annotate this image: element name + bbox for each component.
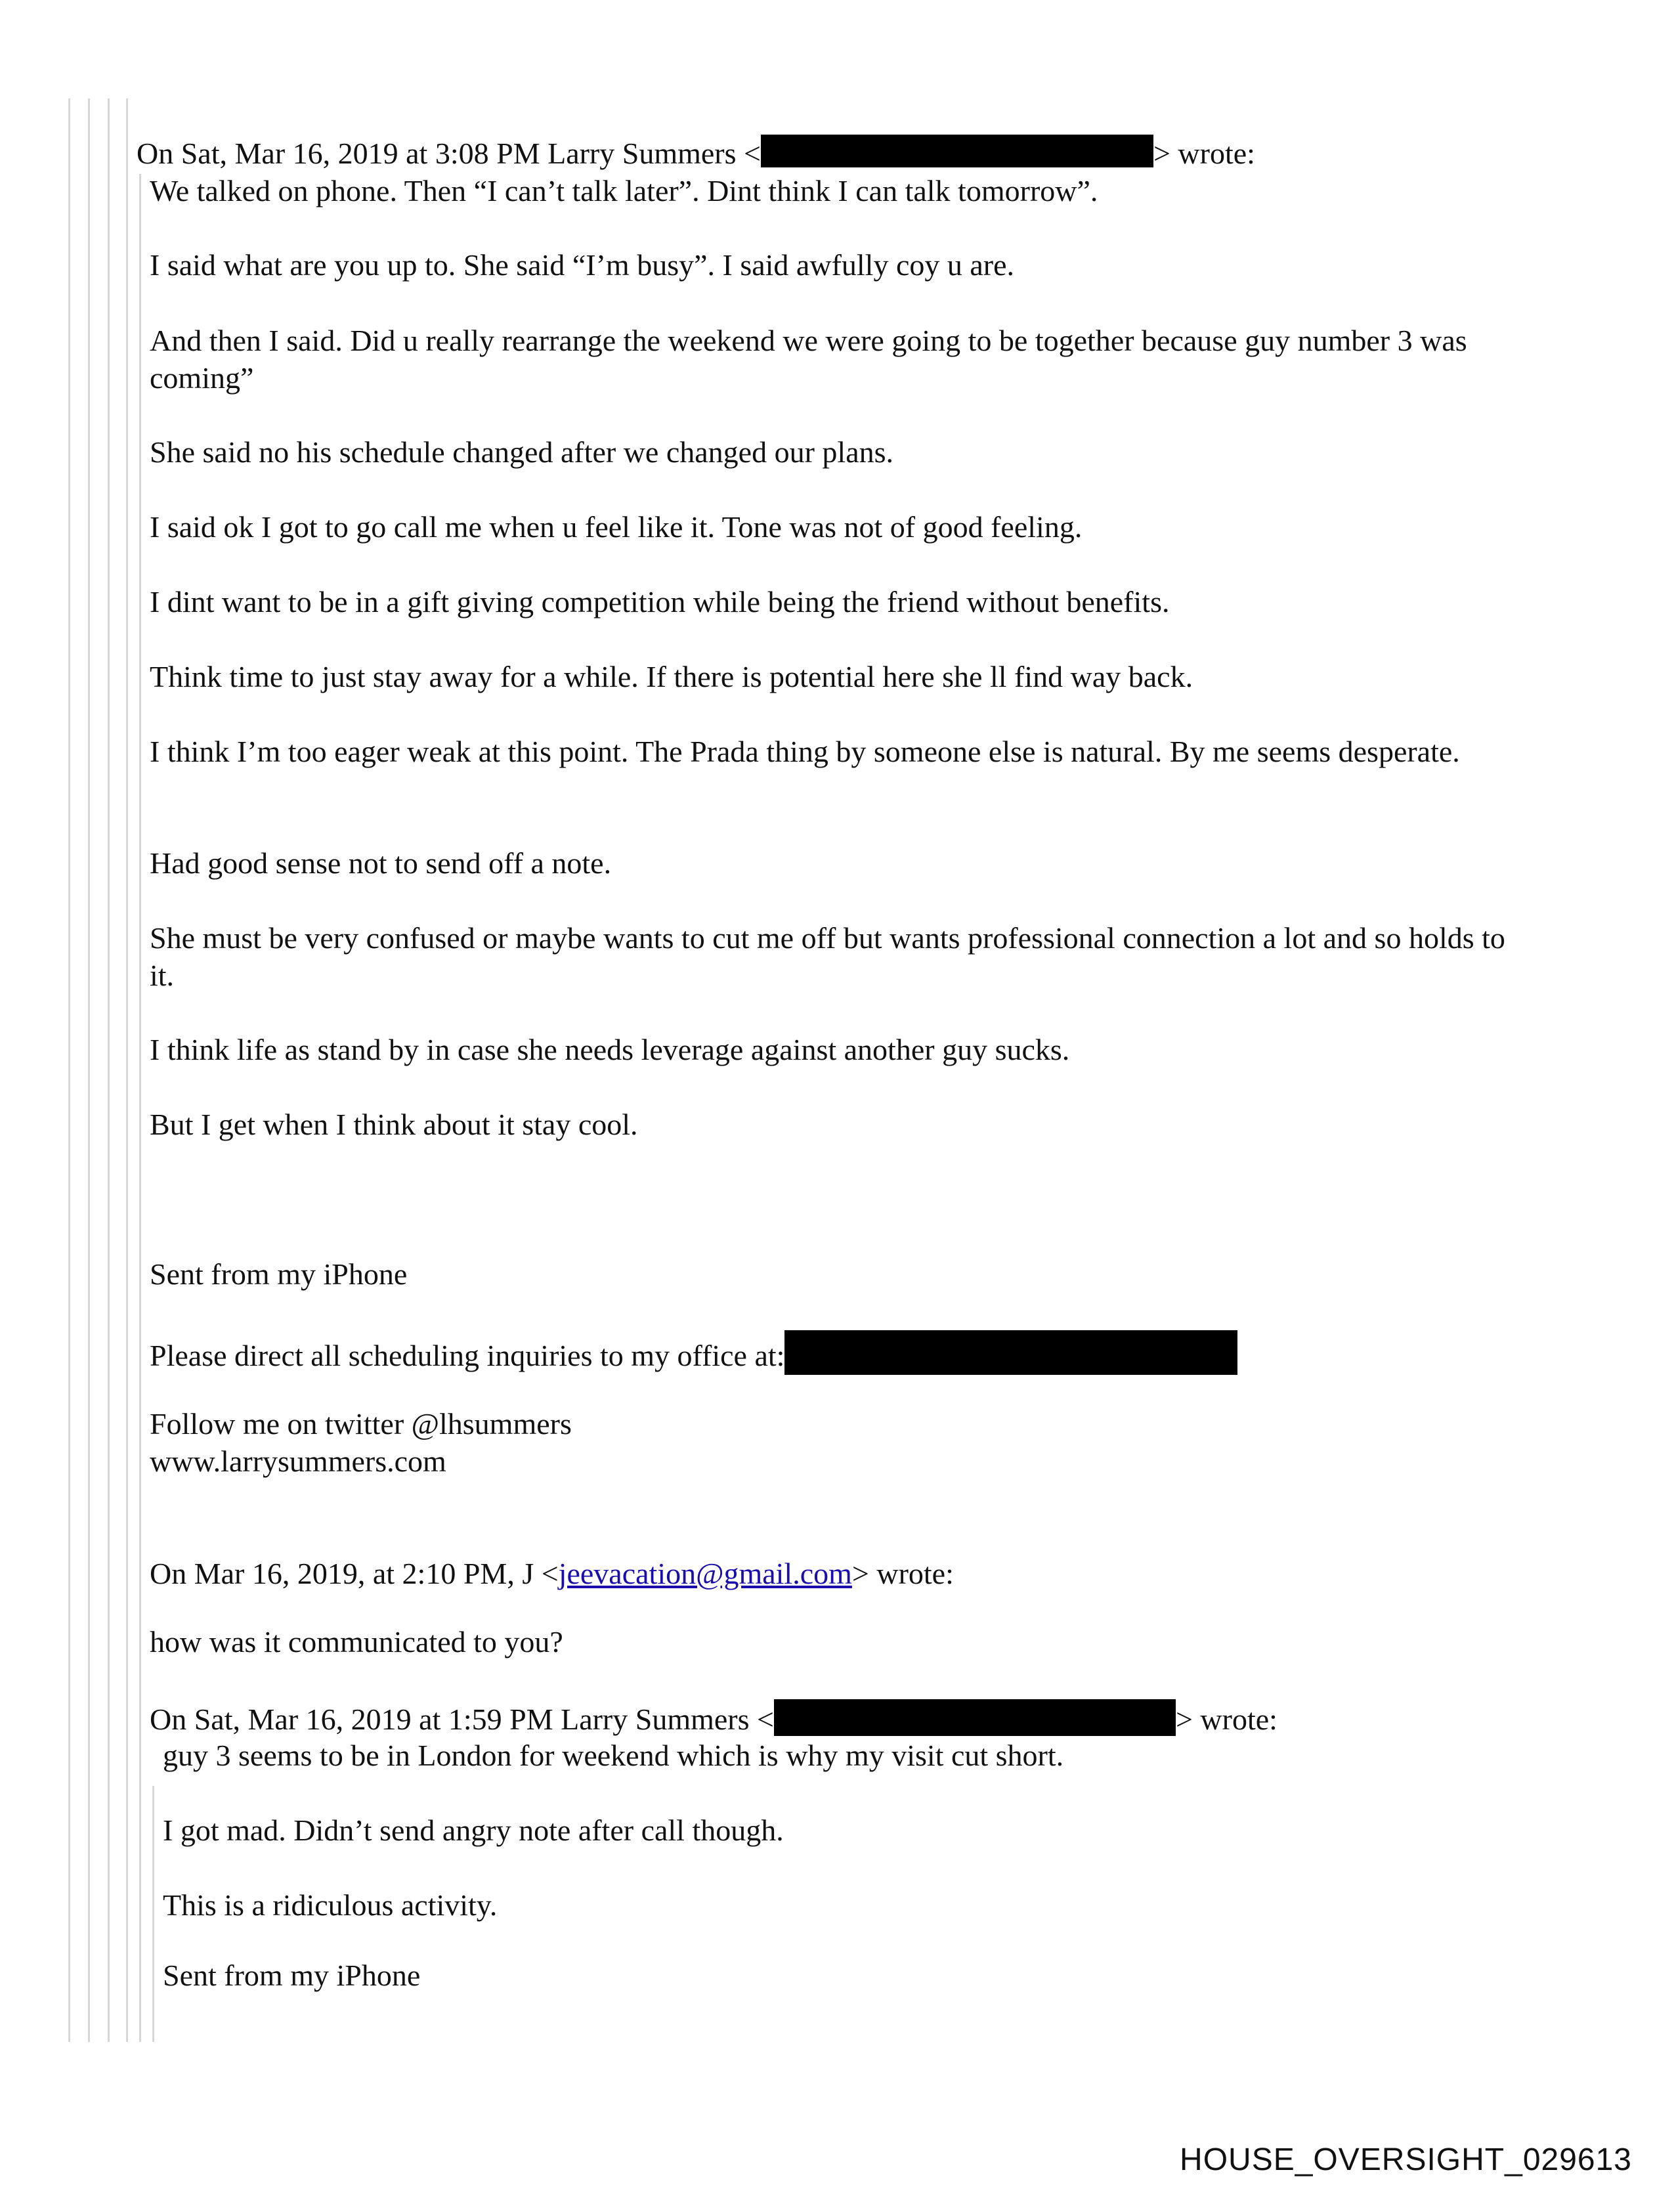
header-prefix: On Sat, Mar 16, 2019 at 3:08 PM Larry Summers < [137,137,761,170]
bates-number: HOUSE_OVERSIGHT_029613 [1180,2142,1632,2177]
email-header-3 [150,1699,1277,1738]
email-link[interactable]: jeevacation@gmail.com [558,1557,852,1590]
message-paragraph: This is a ridiculous activity. [163,1888,498,1922]
message-paragraph: Had good sense not to send off a note. [150,846,612,880]
message-paragraph: We talked on phone. Then “I can’t talk later”. Dint think I can talk tomorrow”. [150,174,1098,207]
email-header-1 [137,135,1255,172]
redaction-block [774,1699,1176,1736]
header-suffix: > wrote: [1175,1702,1277,1736]
quote-bar [126,98,128,2042]
message-paragraph: But I get when I think about it stay cool. [150,1108,638,1141]
quote-bar [88,98,90,2042]
quote-bar [108,98,110,2042]
scheduling-text: Please direct all scheduling inquiries to my office at: [150,1339,785,1372]
signature-sent-from: Sent from my iPhone [150,1257,408,1291]
message-paragraph: Sent from my iPhone [163,1959,421,1992]
signature-scheduling [150,1330,1237,1375]
message-paragraph: how was it communicated to you? [150,1625,563,1659]
quote-bar [68,98,70,2042]
message-paragraph: And then I said. Did u really rearrange the weekend we were going to be together because guy number 3 was coming” [150,324,1467,395]
quote-bar [152,1786,154,2042]
header-prefix: On Mar 16, 2019, at 2:10 PM, J < [150,1557,559,1590]
redaction-block [761,135,1153,167]
header-suffix: > wrote: [1153,137,1255,170]
message-paragraph: I think life as stand by in case she needs leverage against another guy sucks. [150,1033,1070,1066]
message-paragraph: She must be very confused or maybe wants to cut me off but wants professional connection a lot and so holds to it. [150,921,1505,992]
quote-bar [139,174,141,2042]
message-paragraph: I got mad. Didn’t send angry note after call though. [163,1813,784,1847]
signature-twitter: Follow me on twitter @lhsummers [150,1407,572,1441]
message-paragraph: I said what are you up to. She said “I’m busy”. I said awfully coy u are. [150,248,1015,282]
email-header-2 [150,1555,954,1592]
message-paragraph: She said no his schedule changed after we changed our plans. [150,435,894,469]
signature-website: www.larrysummers.com [150,1444,446,1478]
redaction-block [784,1330,1237,1375]
message-paragraph: Think time to just stay away for a while. If there is potential here she ll find way back. [150,660,1193,693]
header-prefix: On Sat, Mar 16, 2019 at 1:59 PM Larry Summers < [150,1702,774,1736]
message-paragraph: I think I’m too eager weak at this point. The Prada thing by someone else is natural. By me seems desperate. [150,735,1460,768]
message-paragraph: I dint want to be in a gift giving competition while being the friend without benefits. [150,585,1170,618]
message-paragraph: guy 3 seems to be in London for weekend which is why my visit cut short. [163,1739,1064,1772]
message-paragraph: I said ok I got to go call me when u feel like it. Tone was not of good feeling. [150,510,1083,544]
header-suffix: > wrote: [851,1557,954,1590]
